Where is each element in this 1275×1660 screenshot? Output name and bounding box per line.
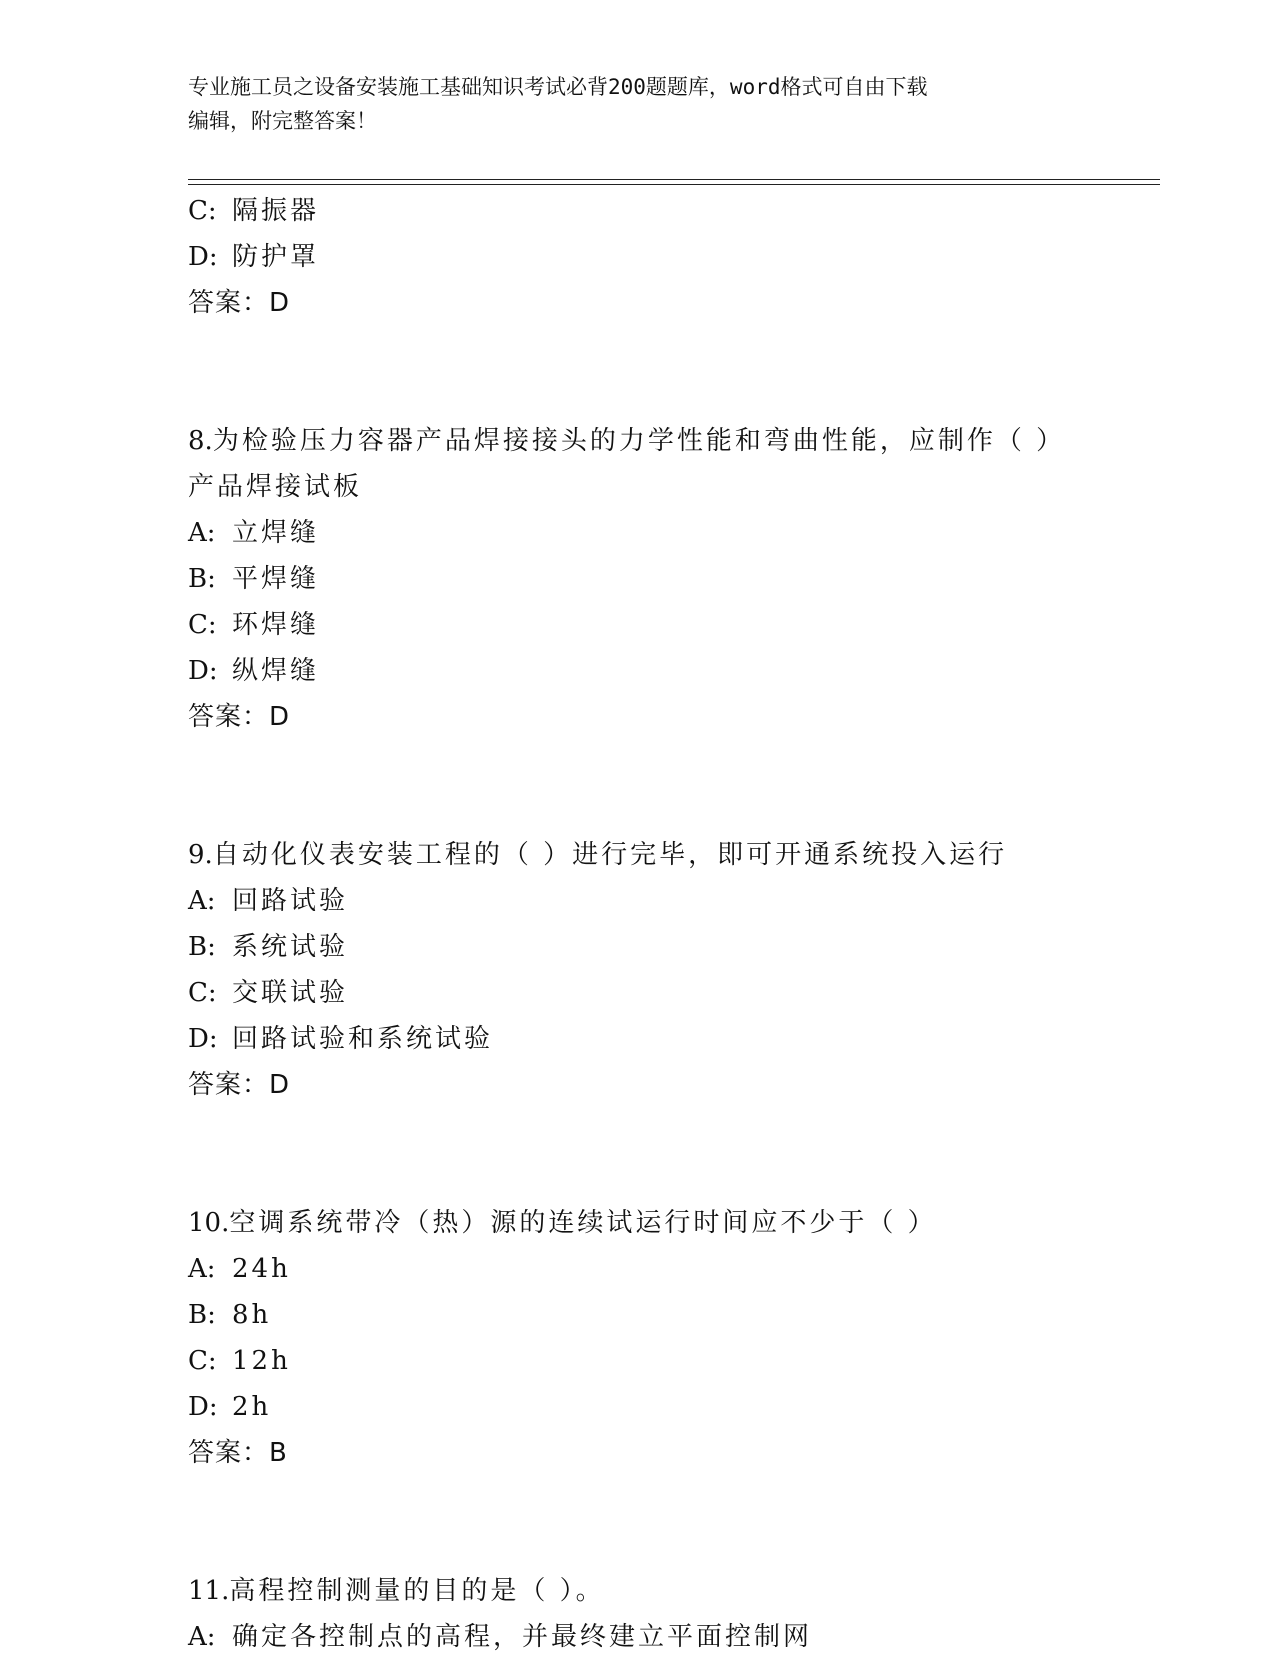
question-stem-line [188, 832, 1168, 878]
option-d [188, 1016, 1168, 1062]
option-c [188, 970, 1168, 1016]
option-key: B: [188, 932, 216, 962]
option-text: 12h [232, 1346, 291, 1376]
question-stem-line: 产品焊接试板 [188, 472, 363, 502]
question-stem-line [188, 1568, 1168, 1614]
header-line-2: 编辑，附完整答案！ [188, 109, 377, 133]
header-divider-top [188, 179, 1160, 180]
option-key: C: [188, 978, 217, 1008]
question-text: 为检验压力容器产品焊接接头的力学性能和弯曲性能，应制作（ ） [212, 426, 1066, 456]
question-number: 10. [188, 1208, 230, 1238]
option-c [188, 1338, 1168, 1384]
option-text: 24h [232, 1254, 291, 1284]
option-key: D: [188, 1392, 218, 1422]
option-text: 环焊缝 [232, 610, 320, 640]
option-text: 隔振器 [232, 196, 320, 226]
option-key: C: [188, 196, 217, 226]
question-continuation [188, 188, 1168, 326]
question-stem-line [188, 418, 1168, 464]
option-key: A: [188, 1622, 216, 1652]
option-text: 2h [232, 1392, 272, 1422]
option-text: 立焊缝 [232, 518, 320, 548]
answer-label: 答案：D [188, 702, 291, 732]
option-key: D: [188, 242, 218, 272]
option-key: A: [188, 886, 216, 916]
option-d [188, 1384, 1168, 1430]
document-header [188, 70, 1088, 138]
option-c [188, 188, 1168, 234]
question-9 [188, 832, 1168, 1108]
option-text: 纵焊缝 [232, 656, 320, 686]
option-key: B: [188, 564, 216, 594]
option-d [188, 648, 1168, 694]
option-a [188, 878, 1168, 924]
option-key: D: [188, 1024, 218, 1054]
header-line-1: 专业施工员之设备安装施工基础知识考试必背200题题库，word格式可自由下载 [188, 75, 928, 99]
option-text: 确定各控制点的高程，并最终建立平面控制网 [232, 1622, 813, 1652]
option-b [188, 1292, 1168, 1338]
option-text: 平焊缝 [232, 564, 320, 594]
question-8 [188, 418, 1168, 740]
option-key: A: [188, 518, 216, 548]
option-a [188, 510, 1168, 556]
question-number: 8. [188, 426, 213, 456]
option-text: 回路试验和系统试验 [232, 1024, 494, 1054]
header-divider-bottom [188, 184, 1160, 185]
option-b [188, 924, 1168, 970]
question-text: 高程控制测量的目的是（ ）。 [229, 1576, 605, 1606]
question-11 [188, 1568, 1168, 1660]
question-text: 空调系统带冷（热）源的连续试运行时间应不少于（ ） [229, 1208, 937, 1238]
option-text: 8h [232, 1300, 272, 1330]
question-number: 9. [188, 840, 213, 870]
option-key: C: [188, 1346, 217, 1376]
option-key: A: [188, 1254, 216, 1284]
option-text: 回路试验 [232, 886, 349, 916]
answer-label: 答案：D [188, 288, 291, 318]
option-c [188, 602, 1168, 648]
question-stem-line [188, 1200, 1168, 1246]
question-list [188, 188, 1168, 1660]
option-b [188, 556, 1168, 602]
option-key: B: [188, 1300, 216, 1330]
option-a [188, 1246, 1168, 1292]
option-key: C: [188, 610, 217, 640]
question-10 [188, 1200, 1168, 1476]
option-d [188, 234, 1168, 280]
option-text: 系统试验 [232, 932, 349, 962]
option-a [188, 1614, 1168, 1660]
option-text: 交联试验 [232, 978, 349, 1008]
answer-label: 答案：D [188, 1070, 291, 1100]
question-text: 自动化仪表安装工程的（ ）进行完毕，即可开通系统投入运行 [212, 840, 1008, 870]
question-number: 11. [188, 1576, 230, 1606]
answer-label: 答案：B [188, 1438, 288, 1468]
option-key: D: [188, 656, 218, 686]
option-text: 防护罩 [232, 242, 320, 272]
